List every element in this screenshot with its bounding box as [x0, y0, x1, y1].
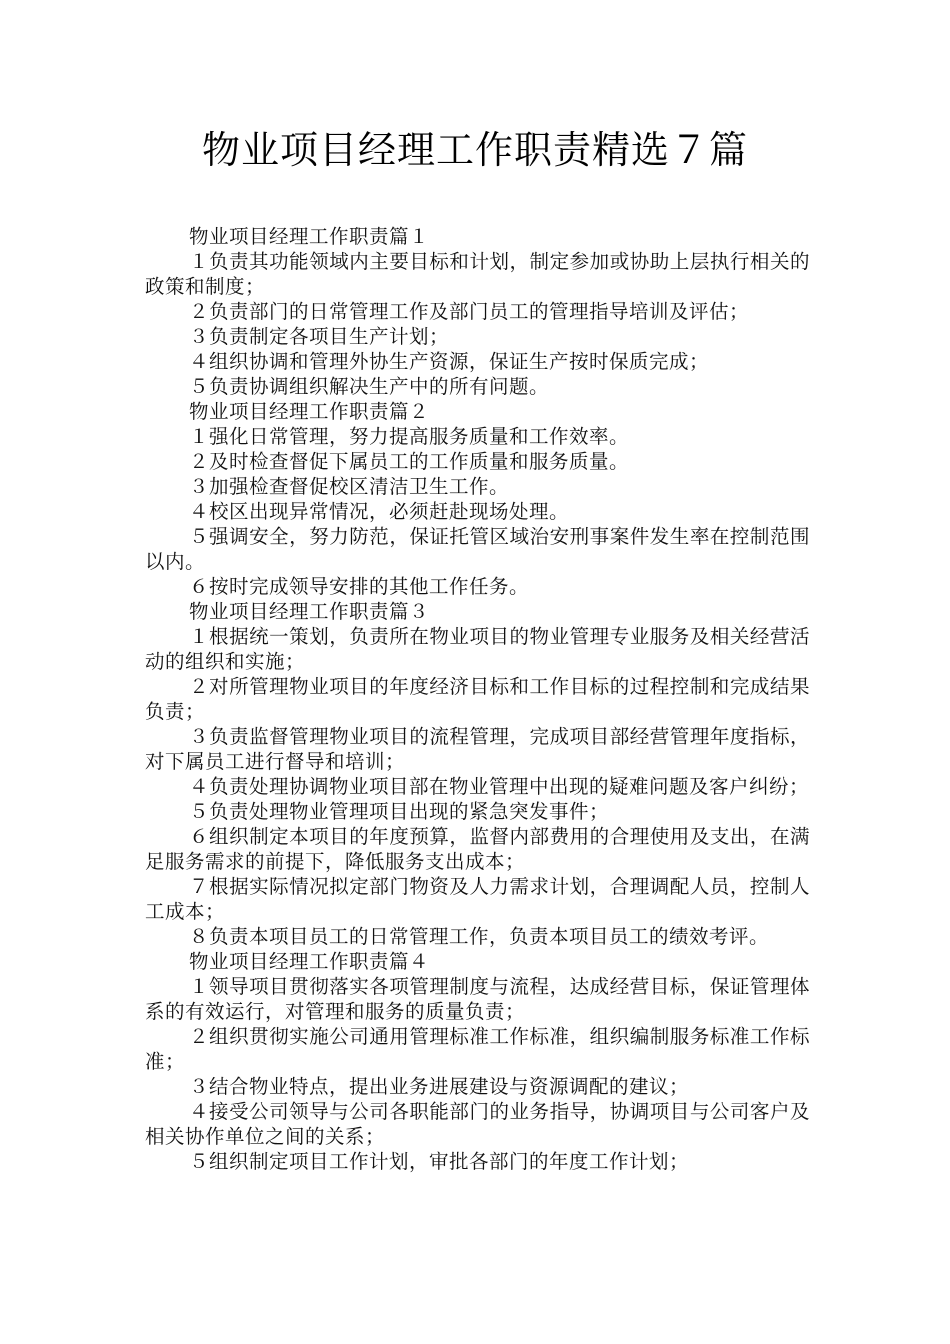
duty-item: １负责其功能领域内主要目标和计划，制定参加或协助上层执行相关的政策和制度；	[145, 250, 810, 298]
section-heading: 物业项目经理工作职责篇３	[189, 600, 430, 623]
duty-item: ８负责本项目员工的日常管理工作，负责本项目员工的绩效考评。	[189, 925, 770, 948]
duty-item: ６按时完成领导安排的其他工作任务。	[189, 575, 530, 598]
duty-item: ４接受公司领导与公司各职能部门的业务指导，协调项目与公司客户及相关协作单位之间的关系；	[145, 1100, 810, 1148]
duty-item: ５负责处理物业管理项目出现的紧急突发事件；	[189, 800, 610, 823]
duty-item: ２及时检查督促下属员工的工作质量和服务质量。	[189, 450, 630, 473]
duty-item: ４组织协调和管理外协生产资源，保证生产按时保质完成；	[189, 350, 710, 373]
duty-item: ２组织贯彻实施公司通用管理标准工作标准，组织编制服务标准工作标准；	[145, 1025, 810, 1073]
duty-item: ７根据实际情况拟定部门物资及人力需求计划，合理调配人员，控制人工成本；	[145, 875, 810, 923]
duty-item: ６组织制定本项目的年度预算，监督内部费用的合理使用及支出，在满足服务需求的前提下，降低服务支出成本；	[145, 825, 810, 873]
duty-item: ３加强检查督促校区清洁卫生工作。	[189, 475, 510, 498]
duty-item: ３负责制定各项目生产计划；	[189, 325, 450, 348]
section-heading: 物业项目经理工作职责篇１	[189, 225, 430, 248]
duty-item: ５强调安全，努力防范，保证托管区域治安刑事案件发生率在控制范围以内。	[145, 525, 810, 573]
duty-item: ２对所管理物业项目的年度经济目标和工作目标的过程控制和完成结果负责；	[145, 675, 810, 723]
duty-item: ４负责处理协调物业项目部在物业管理中出现的疑难问题及客户纠纷；	[189, 775, 810, 798]
section-heading: 物业项目经理工作职责篇２	[189, 400, 430, 423]
duty-item: ４校区出现异常情况，必须赶赴现场处理。	[189, 500, 570, 523]
document-title: 物业项目经理工作职责精选７篇	[201, 128, 748, 172]
section-heading: 物业项目经理工作职责篇４	[189, 950, 430, 973]
duty-item: １领导项目贯彻落实各项管理制度与流程，达成经营目标，保证管理体系的有效运行，对管理和服务的质量负责；	[145, 975, 810, 1023]
document-body	[145, 224, 810, 1174]
duty-item: １根据统一策划，负责所在物业项目的物业管理专业服务及相关经营活动的组织和实施；	[145, 625, 810, 673]
duty-item: １强化日常管理，努力提高服务质量和工作效率。	[189, 425, 630, 448]
duty-item: ３结合物业特点，提出业务进展建设与资源调配的建议；	[189, 1075, 690, 1098]
duty-item: ５负责协调组织解决生产中的所有问题。	[189, 375, 550, 398]
duty-item: ５组织制定项目工作计划，审批各部门的年度工作计划；	[189, 1150, 690, 1173]
duty-item: ２负责部门的日常管理工作及部门员工的管理指导培训及评估；	[189, 300, 750, 323]
duty-item: ３负责监督管理物业项目的流程管理，完成项目部经营管理年度指标，对下属员工进行督导和培训；	[145, 725, 810, 773]
